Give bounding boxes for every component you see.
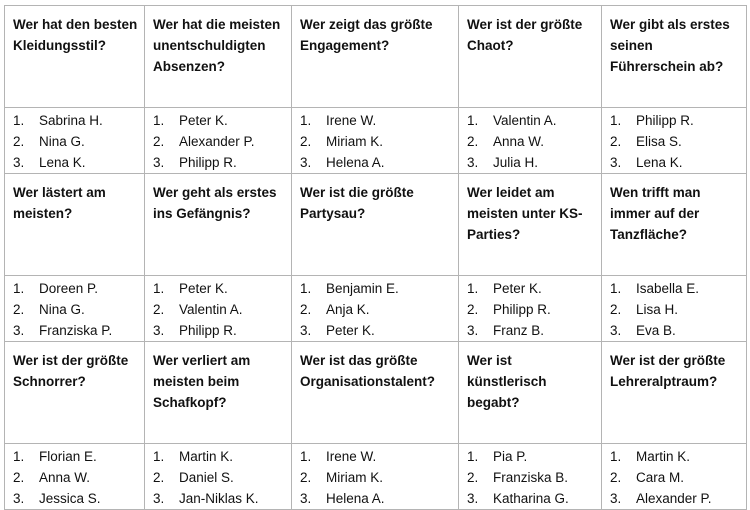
- ranked-answer-list: [459, 276, 601, 341]
- rank-number: 1.: [467, 113, 479, 128]
- rank-number: 1.: [153, 113, 165, 128]
- ranked-answer: [153, 110, 291, 131]
- nominee-name: Anna W.: [39, 470, 91, 485]
- ranked-answer: [610, 278, 746, 299]
- nominee-name: Martin K.: [179, 449, 234, 464]
- nominee-name: Lisa H.: [636, 302, 679, 317]
- question-text: Wer hat die meisten unentschuldigten Absenzen?: [153, 17, 281, 74]
- ranked-answer: [300, 467, 458, 488]
- rank-number: 2.: [300, 134, 312, 149]
- nominee-name: Peter K.: [493, 281, 542, 296]
- ranked-answer: [610, 152, 746, 173]
- nominee-name: Franziska B.: [493, 470, 569, 485]
- rank-number: 3.: [13, 491, 25, 506]
- ranked-answer: [467, 488, 601, 509]
- nominee-name: Nina G.: [39, 134, 85, 149]
- nominee-name: Peter K.: [179, 113, 228, 128]
- rank-number: 2.: [610, 470, 622, 485]
- ranked-answer: [467, 299, 601, 320]
- question-cell: [5, 342, 145, 444]
- question-cell: [292, 342, 459, 444]
- question-cell: [145, 342, 292, 444]
- ranked-answer: [610, 110, 746, 131]
- question-cell: [459, 342, 602, 444]
- rank-number: 1.: [300, 449, 312, 464]
- rank-number: 3.: [13, 323, 25, 338]
- rank-number: 3.: [13, 155, 25, 170]
- answer-cell: [459, 108, 602, 174]
- rank-number: 2.: [13, 470, 25, 485]
- rank-number: 1.: [610, 281, 622, 296]
- nominee-name: Katharina G.: [493, 491, 569, 506]
- nominee-name: Lena K.: [39, 155, 86, 170]
- ranked-answer-list: [602, 444, 746, 509]
- rank-number: 2.: [13, 302, 25, 317]
- nominee-name: Philipp R.: [179, 155, 237, 170]
- question-row: [5, 174, 747, 276]
- question-text: Wer geht als erstes ins Gefängnis?: [153, 185, 277, 221]
- nominee-name: Valentin A.: [179, 302, 243, 317]
- ranked-answer-list: [602, 276, 746, 341]
- question-cell: [292, 174, 459, 276]
- rank-number: 3.: [610, 323, 622, 338]
- answer-cell: [145, 108, 292, 174]
- ranked-answer: [300, 320, 458, 341]
- question-text: Wer ist das größte Organisationstalent?: [300, 353, 436, 389]
- ranked-answer: [467, 467, 601, 488]
- question-text: Wer ist künstlerisch begabt?: [467, 353, 547, 410]
- nominee-name: Alexander P.: [636, 491, 712, 506]
- question-cell: [602, 6, 747, 108]
- answer-cell: [145, 444, 292, 510]
- nominee-name: Daniel S.: [179, 470, 234, 485]
- nominee-name: Peter K.: [179, 281, 228, 296]
- ranked-answer: [467, 152, 601, 173]
- answer-cell: [602, 444, 747, 510]
- rank-number: 1.: [610, 449, 622, 464]
- awards-table-body: [5, 6, 747, 510]
- ranked-answer-list: [5, 444, 144, 509]
- rank-number: 3.: [153, 491, 165, 506]
- answer-row: [5, 276, 747, 342]
- question-text: Wer ist der größte Lehreralptraum?: [610, 353, 726, 389]
- ranked-answer: [13, 278, 144, 299]
- nominee-name: Eva B.: [636, 323, 676, 338]
- rank-number: 2.: [153, 302, 165, 317]
- rank-number: 1.: [13, 449, 25, 464]
- ranked-answer-list: [602, 108, 746, 173]
- ranked-answer: [153, 278, 291, 299]
- ranked-answer: [13, 110, 144, 131]
- nominee-name: Anja K.: [326, 302, 370, 317]
- nominee-name: Valentin A.: [493, 113, 557, 128]
- ranked-answer: [610, 299, 746, 320]
- answer-cell: [5, 108, 145, 174]
- nominee-name: Doreen P.: [39, 281, 99, 296]
- answer-cell: [292, 276, 459, 342]
- rank-number: 2.: [467, 134, 479, 149]
- nominee-name: Philipp R.: [636, 113, 694, 128]
- nominee-name: Peter K.: [326, 323, 375, 338]
- nominee-name: Florian E.: [39, 449, 97, 464]
- awards-table: [4, 5, 747, 510]
- ranked-answer: [610, 467, 746, 488]
- rank-number: 1.: [13, 113, 25, 128]
- nominee-name: Julia H.: [493, 155, 539, 170]
- ranked-answer: [300, 488, 458, 509]
- answer-row: [5, 108, 747, 174]
- nominee-name: Jessica S.: [39, 491, 101, 506]
- rank-number: 3.: [153, 323, 165, 338]
- ranked-answer-list: [292, 108, 458, 173]
- rank-number: 2.: [467, 302, 479, 317]
- nominee-name: Isabella E.: [636, 281, 700, 296]
- ranked-answer: [153, 446, 291, 467]
- nominee-name: Benjamin E.: [326, 281, 399, 296]
- rank-number: 2.: [13, 134, 25, 149]
- ranked-answer: [13, 446, 144, 467]
- ranked-answer: [467, 320, 601, 341]
- ranked-answer-list: [5, 108, 144, 173]
- nominee-name: Anna W.: [493, 134, 545, 149]
- ranked-answer: [300, 110, 458, 131]
- ranked-answer: [13, 320, 144, 341]
- ranked-answer: [467, 110, 601, 131]
- ranked-answer: [300, 299, 458, 320]
- ranked-answer: [153, 299, 291, 320]
- rank-number: 2.: [153, 470, 165, 485]
- rank-number: 2.: [467, 470, 479, 485]
- question-text: Wer ist der größte Schnorrer?: [13, 353, 129, 389]
- rank-number: 3.: [467, 491, 479, 506]
- question-cell: [459, 6, 602, 108]
- answer-cell: [145, 276, 292, 342]
- rank-number: 1.: [300, 113, 312, 128]
- answer-cell: [5, 276, 145, 342]
- ranked-answer: [153, 320, 291, 341]
- rank-number: 1.: [467, 281, 479, 296]
- ranked-answer-list: [459, 444, 601, 509]
- ranked-answer-list: [145, 108, 291, 173]
- ranked-answer: [467, 131, 601, 152]
- rank-number: 3.: [300, 491, 312, 506]
- rank-number: 3.: [610, 491, 622, 506]
- question-cell: [292, 6, 459, 108]
- question-text: Wen trifft man immer auf der Tanzfläche?: [610, 185, 701, 242]
- nominee-name: Pia P.: [493, 449, 528, 464]
- ranked-answer: [610, 446, 746, 467]
- rank-number: 1.: [153, 281, 165, 296]
- ranked-answer: [610, 488, 746, 509]
- question-cell: [459, 174, 602, 276]
- question-text: Wer lästert am meisten?: [13, 185, 106, 221]
- ranked-answer: [13, 488, 144, 509]
- ranked-answer: [153, 131, 291, 152]
- nominee-name: Helena A.: [326, 491, 385, 506]
- answer-cell: [459, 444, 602, 510]
- nominee-name: Nina G.: [39, 302, 85, 317]
- answer-cell: [292, 108, 459, 174]
- question-row: [5, 6, 747, 108]
- rank-number: 2.: [300, 302, 312, 317]
- ranked-answer: [300, 152, 458, 173]
- question-cell: [5, 6, 145, 108]
- answer-cell: [459, 276, 602, 342]
- answer-cell: [602, 276, 747, 342]
- question-text: Wer ist der größte Chaot?: [467, 17, 583, 53]
- nominee-name: Miriam K.: [326, 134, 383, 149]
- question-cell: [602, 174, 747, 276]
- nominee-name: Sabrina H.: [39, 113, 103, 128]
- rank-number: 1.: [300, 281, 312, 296]
- ranked-answer-list: [5, 276, 144, 341]
- ranked-answer: [300, 446, 458, 467]
- rank-number: 1.: [610, 113, 622, 128]
- rank-number: 3.: [467, 323, 479, 338]
- rank-number: 3.: [300, 155, 312, 170]
- nominee-name: Cara M.: [636, 470, 685, 485]
- rank-number: 2.: [300, 470, 312, 485]
- rank-number: 2.: [610, 302, 622, 317]
- question-text: Wer hat den besten Kleidungsstil?: [13, 17, 138, 53]
- ranked-answer: [300, 131, 458, 152]
- rank-number: 3.: [610, 155, 622, 170]
- question-row: [5, 342, 747, 444]
- nominee-name: Helena A.: [326, 155, 385, 170]
- ranked-answer: [153, 488, 291, 509]
- question-text: Wer leidet am meisten unter KS-Parties?: [467, 185, 583, 242]
- rank-number: 1.: [467, 449, 479, 464]
- nominee-name: Alexander P.: [179, 134, 255, 149]
- ranked-answer: [153, 467, 291, 488]
- question-cell: [145, 174, 292, 276]
- question-cell: [602, 342, 747, 444]
- ranked-answer: [13, 467, 144, 488]
- nominee-name: Jan-Niklas K.: [179, 491, 259, 506]
- rank-number: 3.: [467, 155, 479, 170]
- nominee-name: Franz B.: [493, 323, 545, 338]
- nominee-name: Martin K.: [636, 449, 691, 464]
- answer-row: [5, 444, 747, 510]
- question-text: Wer gibt als erstes seinen Führerschein ab?: [610, 17, 730, 74]
- nominee-name: Elisa S.: [636, 134, 682, 149]
- question-cell: [145, 6, 292, 108]
- nominee-name: Philipp R.: [493, 302, 551, 317]
- ranked-answer: [610, 320, 746, 341]
- rank-number: 1.: [13, 281, 25, 296]
- rank-number: 3.: [153, 155, 165, 170]
- ranked-answer-list: [459, 108, 601, 173]
- ranked-answer: [13, 131, 144, 152]
- question-cell: [5, 174, 145, 276]
- ranked-answer: [300, 278, 458, 299]
- ranked-answer-list: [145, 444, 291, 509]
- nominee-name: Lena K.: [636, 155, 683, 170]
- rank-number: 3.: [300, 323, 312, 338]
- ranked-answer: [13, 299, 144, 320]
- ranked-answer: [467, 446, 601, 467]
- ranked-answer-list: [292, 444, 458, 509]
- nominee-name: Irene W.: [326, 113, 377, 128]
- question-text: Wer verliert am meisten beim Schafkopf?: [153, 353, 251, 410]
- ranked-answer: [610, 131, 746, 152]
- ranked-answer: [467, 278, 601, 299]
- rank-number: 2.: [610, 134, 622, 149]
- rank-number: 1.: [153, 449, 165, 464]
- question-text: Wer zeigt das größte Engagement?: [300, 17, 433, 53]
- nominee-name: Philipp R.: [179, 323, 237, 338]
- nominee-name: Miriam K.: [326, 470, 383, 485]
- question-text: Wer ist die größte Partysau?: [300, 185, 414, 221]
- ranked-answer: [13, 152, 144, 173]
- ranked-answer-list: [145, 276, 291, 341]
- nominee-name: Franziska P.: [39, 323, 113, 338]
- nominee-name: Irene W.: [326, 449, 377, 464]
- answer-cell: [5, 444, 145, 510]
- ranked-answer: [153, 152, 291, 173]
- answer-cell: [602, 108, 747, 174]
- answer-cell: [292, 444, 459, 510]
- ranked-answer-list: [292, 276, 458, 341]
- rank-number: 2.: [153, 134, 165, 149]
